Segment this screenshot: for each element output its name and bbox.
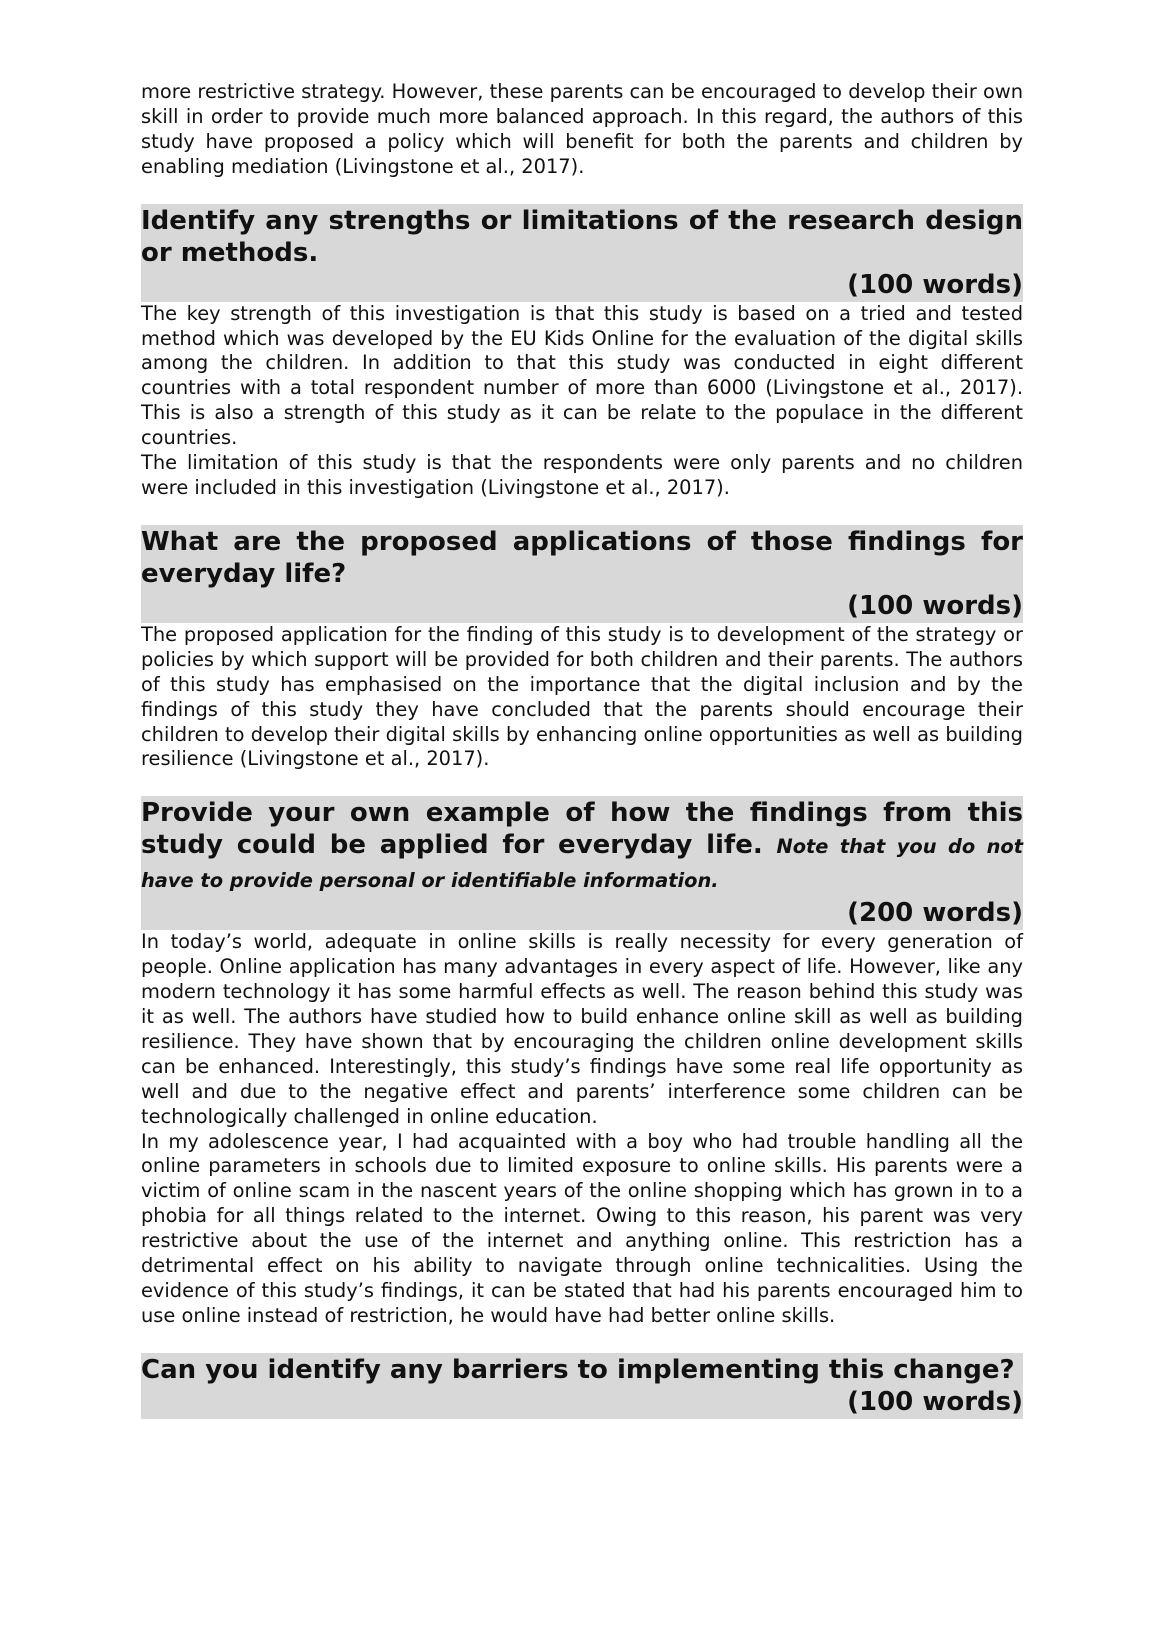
question-text: Can you identify any barriers to implementing this change? (141, 1354, 1015, 1385)
question-heading (141, 797, 1023, 897)
answer-paragraph: The key strength of this investigation is that this study is based on a tried and tested method which was developed by the EU Kids Online for the evaluation of the digital skills among the children. In addition to that this study was conducted in eight different countries with a total respondent number of more than 6000 (Livingstone et al., 2017). This is also a strength of this study as it can be relate to the populace in the different countries. (141, 301, 1023, 450)
word-count-label: (100 words) (847, 590, 1023, 621)
question-text: What are the proposed applications of those findings for everyday life? (141, 526, 1023, 589)
answer-paragraph: In today’s world, adequate in online skills is really necessity for every generation of people. Online application has many advantages in every aspect of life. However, like any modern technology it has some harmful effects as well. The reason behind this study was it as well. The authors have studied how to build enhance online skill as well as building resilience. They have shown that by encouraging the children online development skills can be enhanced. Interestingly, this study’s findings have some real life opportunity as well and due to the negative effect and parents’ interference some children can be technologically challenged in online education. (141, 930, 1023, 1128)
intro-paragraph: more restrictive strategy. However, these parents can be encouraged to develop their own skill in order to provide much more balanced approach. In this regard, the authors of this study have proposed a policy which will benefit for both the parents and children by enabling mediation (Livingstone et al., 2017). (141, 80, 1023, 178)
question-heading (141, 526, 1023, 590)
question-note: Note that you do not have to provide personal or identifiable information. (141, 835, 1023, 893)
answer-paragraph: In my adolescence year, I had acquainted with a boy who had trouble handling all the online parameters in schools due to limited exposure to online skills. His parents were a victim of online scam in the nascent years of the online shopping which has grown in to a phobia for all things related to the internet. Owing to this reason, his parent was very restrictive about the use of the internet and anything online. This restriction has a detrimental effect on his ability to navigate through online technicalities. Using the evidence of this study’s findings, it can be stated that had his parents encouraged him to use online instead of restriction, he would have had better online skills. (141, 1129, 1023, 1327)
word-count-label: (200 words) (847, 898, 1023, 929)
answer-paragraph: The proposed application for the finding of this study is to development of the strategy or policies by which support will be provided for both children and their parents. The authors of this study has emphasised on the importance that the digital inclusion and by the findings of this study they have concluded that the parents should encourage their children to develop their digital skills by enhancing online opportunities as well as building resilience (Livingstone et al., 2017). (141, 622, 1023, 771)
word-count-label: (100 words) (847, 1386, 1023, 1417)
question-heading (141, 1354, 1023, 1386)
question-block-barriers (141, 1353, 1023, 1419)
word-count-label: (100 words) (847, 269, 1023, 300)
question-text: Provide your own example of how the findings from this study could be applied for everyday life. (141, 798, 1023, 861)
question-block-own-example (141, 796, 1023, 930)
document-page (141, 80, 1023, 1419)
answer-paragraph: The limitation of this study is that the respondents were only parents and no children were included in this investigation (Livingstone et al., 2017). (141, 451, 1023, 499)
question-block-applications (141, 525, 1023, 623)
question-heading (141, 205, 1023, 269)
question-text: Identify any strengths or limitations of the research design or methods. (141, 205, 1023, 268)
question-block-strengths-limitations (141, 204, 1023, 302)
